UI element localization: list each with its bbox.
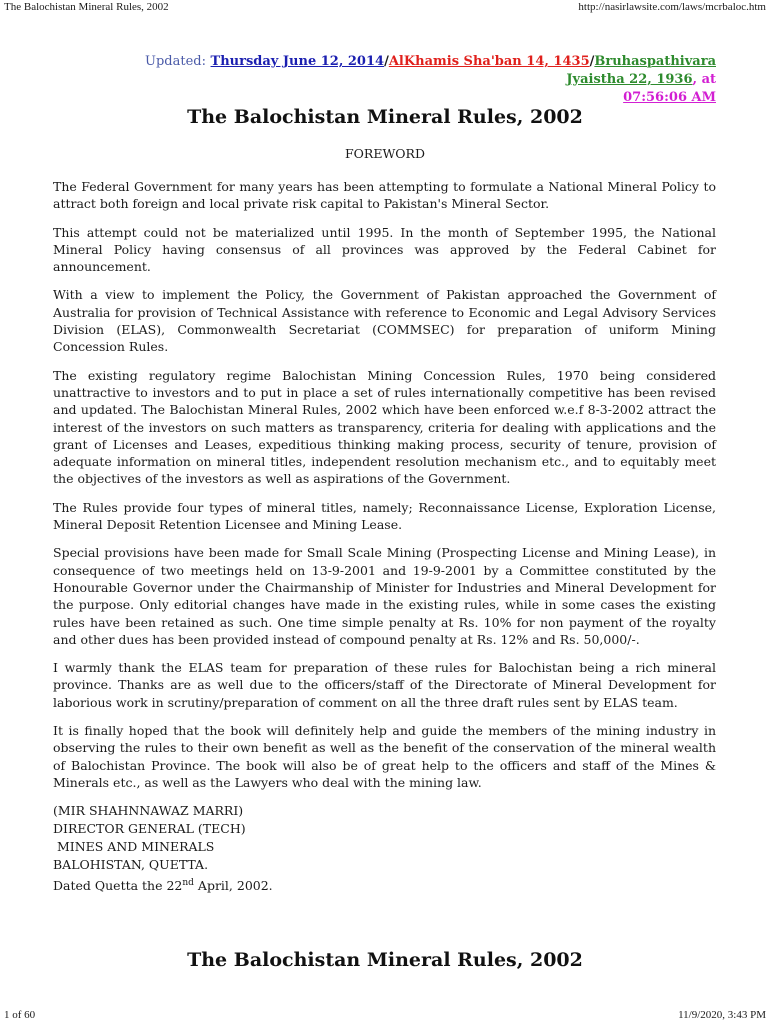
paragraph: The Rules provide four types of mineral titles, namely; Reconnaissance License, Exploration License, Mineral Deposit Retention Licensee and Mining Lease. [53, 499, 716, 533]
update-time-link[interactable]: 07:56:06 AM [623, 90, 716, 105]
signature-name: (MIR SHAHNNAWAZ MARRI) [53, 803, 244, 819]
hijri-date-link[interactable]: AlKhamis Sha'ban 14, 1435 [388, 54, 590, 69]
foreword-body [53, 178, 716, 895]
hindu-date-link[interactable]: Bruhaspathivara Jyaistha 22, 1936 [566, 54, 716, 87]
paragraph: Special provisions have been made for Small Scale Mining (Prospecting License and Mining Lease), in consequence of two meetings held on 13-9-2001 and 19-9-2001 by a Committee constituted by the Honourable Governor under the Chairmanship of Minister for Industries and Mineral Development for the purpose. Only editorial changes have made in the existing rules, while in some cases the existing rules have been retained as such. One time simple penalty at Rs. 10% for non payment of the royalty and other dues has been provided instead of compound penalty at Rs. 12% and Rs. 50,000/-. [53, 545, 716, 647]
paragraph: The existing regulatory regime Balochistan Mining Concession Rules, 1970 being considered unattractive to investors and to put in place a set of rules internationally competitive has been revised and updated. The Balochistan Mineral Rules, 2002 which have been enforced w.e.f 8-3-2002 attract the interest of the investors on such matters as transparency, criteria for dealing with applications and the grant of Licenses and Leases, expeditious thinking making process, security of tenure, provision of adequate information on mineral titles, independent resolution mechanism etc., and to equitably meet the objectives of the investors as well as aspirations of the Government. [53, 367, 716, 487]
paragraph: It is finally hoped that the book will definitely help and guide the members of the mining industry in observing the rules to their own benefit as well as the benefit of the conservation of the mineral wealth of Balochistan Province. The book will also be of great help to the officers and staff of the Mines & Minerals etc., as well as the Lawyers who deal with the mining law. [53, 723, 716, 790]
rules-title: The Balochistan Mineral Rules, 2002 [187, 949, 583, 971]
print-timestamp: 11/9/2020, 3:43 PM [678, 1009, 766, 1021]
paragraph: With a view to implement the Policy, the Government of Pakistan approached the Government of Australia for provision of Technical Assistance with reference to Economic and Legal Advisory Services Division (ELAS), Commonwealth Secretariat (COMMSEC) for preparation of uniform Mining Concession Rules. [53, 287, 716, 355]
paragraph: This attempt could not be materialized until 1995. In the month of September 1995, the National Mineral Policy having consensus of all provinces was approved by the Federal Cabinet for announcement. [53, 224, 716, 275]
print-header-title: The Balochistan Mineral Rules, 2002 [4, 1, 169, 13]
signature-date: Dated Quetta the 22nd April, 2002. [53, 878, 273, 894]
paragraph: The Federal Government for many years has been attempting to formulate a National Mineral Policy to attract both foreign and local private risk capital to Pakistan's Mineral Sector. [53, 179, 716, 212]
document-title: The Balochistan Mineral Rules, 2002 [187, 106, 583, 128]
date-separator: / [589, 54, 595, 69]
signature-title: DIRECTOR GENERAL (TECH) [53, 821, 246, 837]
print-header-url: http://nasirlawsite.com/laws/mcrbaloc.htm [578, 1, 766, 13]
at-label: , at [692, 72, 716, 87]
page-counter: 1 of 60 [4, 1009, 36, 1021]
signature-block [53, 802, 716, 895]
foreword-heading: FOREWORD [345, 146, 425, 161]
updated-label: Updated: [145, 54, 207, 69]
signature-department: MINES AND MINERALS [53, 839, 215, 855]
signature-location: BALOHISTAN, QUETTA. [53, 857, 209, 873]
updated-banner [100, 53, 716, 107]
date-separator: / [384, 54, 389, 69]
paragraph: I warmly thank the ELAS team for preparation of these rules for Balochistan being a rich mineral province. Thanks are as well due to the officers/staff of the Directorate of Mineral Development for laborious work in scrutiny/preparation of comment on all the three draft rules sent by ELAS team. [53, 660, 716, 710]
gregorian-date-link[interactable]: Thursday June 12, 2014 [210, 54, 385, 69]
